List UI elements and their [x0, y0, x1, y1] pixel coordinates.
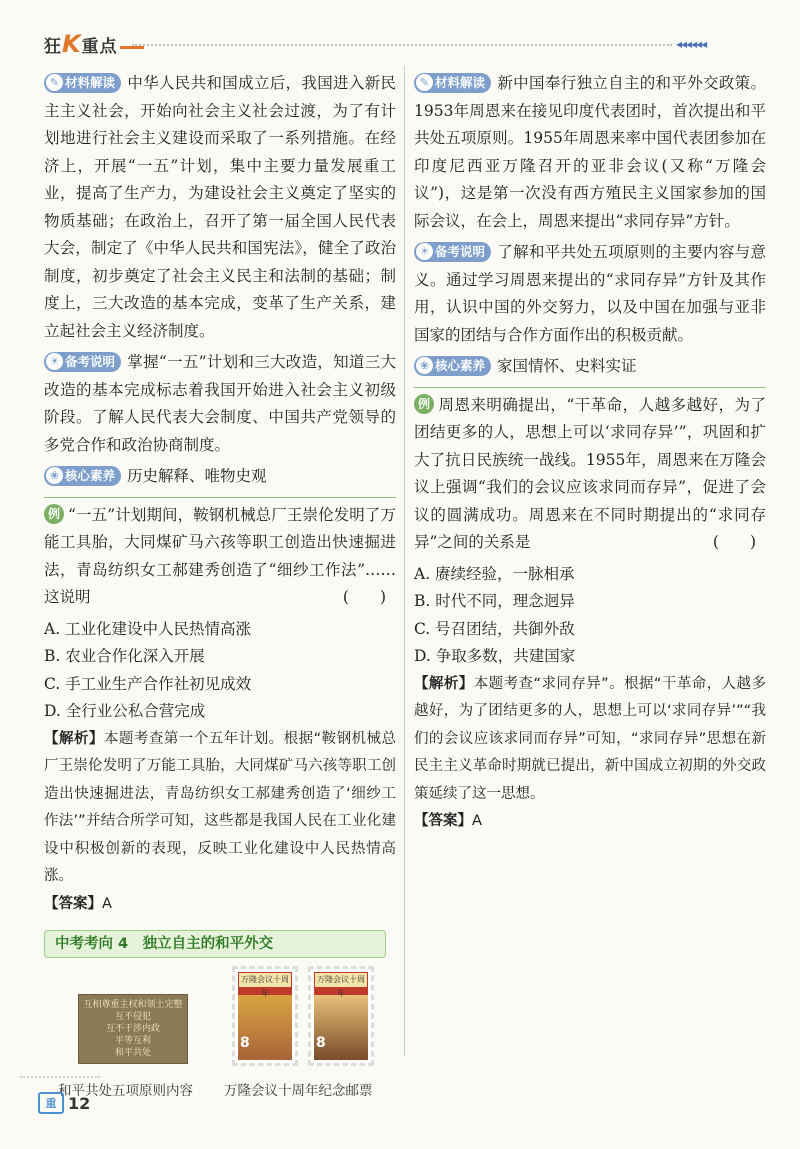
- right-column: [414, 70, 766, 836]
- option-d: D. 争取多数，共建国家: [414, 647, 576, 665]
- leaf-icon: ❀: [416, 357, 433, 374]
- core-literacy-tag: ❀ 核心素养: [44, 466, 121, 486]
- example-divider: [414, 387, 766, 388]
- answer-blank: ( ): [712, 533, 756, 551]
- pen-icon: ✎: [416, 74, 433, 91]
- exam-notes-tag: ☀ 备考说明: [414, 242, 491, 262]
- example-question-right: 例 周恩来明确提出，“干革命，人越多越好，为了团结更多的人，思想上可以‘求同存异’”，巩固和扩大了抗日民族统一战线。1955年，周恩来在万隆会议上强调“我们的会议应该求同而存异”，促进了会议的圆满成功。周恩来在不同时期提出的“求同存异”之间的关系是 ( ): [414, 392, 766, 557]
- answer: 【答案】A: [414, 813, 482, 829]
- book-logo: 狂K重点: [44, 30, 144, 58]
- option-d: D. 全行业公私合营完成: [44, 702, 206, 720]
- example-divider: [44, 497, 396, 498]
- example-icon: 例: [414, 394, 434, 414]
- header-dotted-line: [132, 44, 672, 46]
- example-icon: 例: [44, 504, 64, 524]
- option-c: C. 手工业生产合作社初见成效: [44, 674, 252, 693]
- caption-five-principles: 和平共处五项原则内容: [58, 1083, 193, 1099]
- material-reading-tag: ✎ 材料解读: [44, 73, 121, 93]
- left-column: [44, 70, 396, 1106]
- exam-notes-text: 了解和平共处五项原则的主要内容与意义。通过学习周恩来提出的“求同存异”方针及其作用，认识中国的外交努力，以及中国在加强与亚非国家的团结与合作方面作出的积极贡献。: [414, 243, 766, 344]
- stamp-2: 万隆会议十周年 8: [308, 966, 374, 1066]
- analysis: 【解析】本题考查“求同存异”。根据“干革命，人越多越好，为了团结更多的人，思想上可以‘求同存异’”“我们的会议应该求同而存异”可知，“求同存异”思想在新民主主义革命时期就已提出，新中国成立初期的外交政策延续了这一思想。: [414, 675, 766, 802]
- page-header: [0, 0, 800, 60]
- five-principles-plaque: 互相尊重主权和领土完整 互不侵犯 互不干涉内政 平等互利 和平共处: [78, 994, 188, 1064]
- book-icon: 重: [38, 1092, 64, 1114]
- option-c: C. 号召团结，共御外敌: [414, 619, 575, 638]
- header-arrows-icon: ◂◂◂◂◂◂: [676, 37, 707, 51]
- example-question: 例 “一五”计划期间，鞍钢机械总厂王崇伦发明了万能工具胎，大同煤矿马六孩等职工创造出快速掘进法，青岛纺织女工郝建秀创造了“细纱工作法”……这说明 ( ): [44, 502, 396, 612]
- exam-direction-banner: 中考考向 4 独立自主的和平外交: [44, 930, 386, 958]
- answer: 【答案】A: [44, 895, 112, 912]
- stamp-1: 万隆会议十周年 8: [232, 966, 298, 1066]
- analysis: 【解析】本题考查第一个五年计划。根据“鞍钢机械总厂王崇伦发明了万能工具胎，大同煤矿马六孩等职工创造出快速掘进法，青岛纺织女工郝建秀创造了‘细纱工作法’”并结合所学可知，这些都是我国人民在工业化建设中积极创新的表现，反映工业化建设中人民热情高涨。: [44, 730, 397, 884]
- column-divider: [404, 66, 405, 1056]
- answer-blank: ( ): [342, 588, 386, 606]
- option-b: B. 时代不同，理念迥异: [414, 592, 575, 610]
- core-literacy-text: 家国情怀、史料实证: [497, 357, 637, 375]
- lightbulb-icon: ☀: [416, 243, 433, 260]
- page-number: 重 12: [38, 1092, 90, 1114]
- material-reading-text: 中华人民共和国成立后，我国进入新民主主义社会，开始向社会主义社会过渡，为了有计划地进行社会主义建设而采取了一系列措施。在经济上，开展“一五”计划，集中主要力量发展重工业，提高了生产力，为建设社会主义奠定了坚实的物质基础；在政治上，召开了第一届全国人民代表大会，制定了《中华人民共和国宪法》，健全了政治制度，初步奠定了社会主义民主和法制的基础；制度上，三大改造的基本完成，变革了生产关系，建立起社会主义经济制度。: [44, 74, 396, 340]
- caption-bandung-stamps: 万隆会议十周年纪念邮票: [224, 1083, 373, 1099]
- option-a: A. 赓续经验，一脉相承: [414, 564, 575, 583]
- exam-notes-section: [44, 349, 396, 459]
- core-literacy-section-right: [414, 353, 766, 381]
- option-a: A. 工业化建设中人民热情高涨: [44, 619, 252, 638]
- exam-notes-tag: ☀ 备考说明: [44, 352, 121, 372]
- exam-notes-text: 掌握“一五”计划和三大改造，知道三大改造的基本完成标志着我国开始进入社会主义初级阶段。了解人民代表大会制度、中国共产党领导的多党合作和政治协商制度。: [44, 353, 396, 454]
- option-b: B. 农业合作化深入开展: [44, 647, 205, 665]
- material-reading-tag: ✎ 材料解读: [414, 73, 491, 93]
- lightbulb-icon: ☀: [46, 353, 63, 370]
- illustrations: [44, 966, 396, 1106]
- pen-icon: ✎: [46, 74, 63, 91]
- core-literacy-section: [44, 463, 396, 491]
- exam-notes-section-right: [414, 239, 766, 349]
- core-literacy-tag: ❀ 核心素养: [414, 356, 491, 376]
- footer-dotted-line: [20, 1076, 100, 1078]
- core-literacy-text: 历史解释、唯物史观: [127, 467, 267, 485]
- material-reading-section-right: [414, 70, 766, 235]
- material-reading-section: [44, 70, 396, 345]
- material-reading-text: 新中国奉行独立自主的和平外交政策。1953年周恩来在接见印度代表团时，首次提出和平共处五项原则。1955年周恩来率中国代表团参加在印度尼西亚万隆召开的亚非会议(又称“万隆会议”)，这是第一次没有西方殖民主义国家参加的国际会议，在会上，周恩来提出“求同存异”方针。: [414, 74, 766, 230]
- leaf-icon: ❀: [46, 467, 63, 484]
